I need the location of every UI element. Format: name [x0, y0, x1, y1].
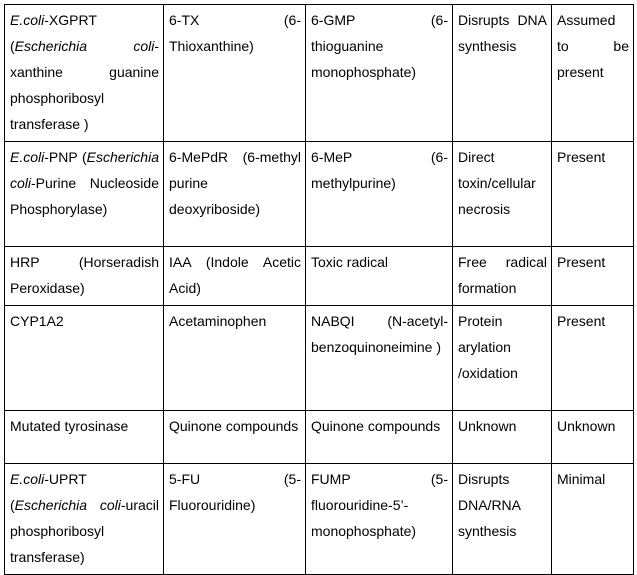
enzyme-organism: E.coli: [10, 149, 45, 165]
enzyme-abbreviation: -PNP: [44, 149, 78, 165]
enzyme-species: Escherichia coli: [14, 497, 121, 513]
mechanism-cell: Protein arylation /oxidation: [453, 306, 552, 411]
toxic-metabolite-cell: Toxic radical: [306, 247, 453, 306]
bystander-effect-cell: Unknown: [552, 411, 634, 464]
enzyme-open-paren: (: [10, 38, 15, 54]
toxic-metabolite-cell: NABQI (N-acetyl-benzoquinoneimine ): [306, 306, 453, 411]
prodrug-cell: IAA (Indole Acetic Acid): [164, 247, 306, 306]
prodrug-cell: 6-TX (6-Thioxanthine): [164, 5, 306, 142]
table-row: [5, 306, 634, 411]
mechanism-cell: Unknown: [453, 411, 552, 464]
enzyme-prodrug-table: [4, 4, 634, 575]
enzyme-species: Escherichia coli: [14, 38, 155, 54]
table-row: [5, 247, 634, 306]
bystander-effect-cell: Present: [552, 142, 634, 247]
table-row: [5, 142, 634, 247]
mechanism-cell: Free radical formation: [453, 247, 552, 306]
prodrug-cell: 6-MePdR (6-methyl purine deoxyriboside): [164, 142, 306, 247]
bystander-effect-cell: Present: [552, 306, 634, 411]
toxic-metabolite-cell: 6-MeP (6-methylpurine): [306, 142, 453, 247]
enzyme-full-name: -xanthine guanine phosphoribosyl transferase ): [10, 38, 159, 132]
prodrug-cell: Quinone compounds: [164, 411, 306, 464]
enzyme-cell: [5, 464, 164, 575]
enzyme-cell: Mutated tyrosinase: [5, 411, 164, 464]
mechanism-cell: Disrupts DNA synthesis: [453, 5, 552, 142]
enzyme-full-name: -uracil phosphoribosyl transferase): [10, 497, 159, 565]
enzyme-organism: E.coli: [10, 12, 45, 28]
enzyme-open-paren: (: [10, 497, 15, 513]
prodrug-cell: Acetaminophen: [164, 306, 306, 411]
enzyme-cell: CYP1A2: [5, 306, 164, 411]
enzyme-species: Escherichia coli: [10, 149, 159, 191]
toxic-metabolite-cell: Quinone compounds: [306, 411, 453, 464]
bystander-effect-cell: Present: [552, 247, 634, 306]
enzyme-cell: [5, 5, 164, 142]
enzyme-open-paren: (: [81, 149, 87, 165]
enzyme-cell: [5, 142, 164, 247]
enzyme-organism: E.coli: [10, 471, 45, 487]
bystander-effect-cell: Assumed to be present: [552, 5, 634, 142]
toxic-metabolite-cell: 6-GMP (6-thioguanine monophosphate): [306, 5, 453, 142]
enzyme-full-name: -Purine Nucleoside Phosphorylase): [10, 175, 159, 217]
table-row: [5, 411, 634, 464]
enzyme-cell: HRP (Horseradish Peroxidase): [5, 247, 164, 306]
bystander-effect-cell: Minimal: [552, 464, 634, 575]
prodrug-cell: 5-FU (5-Fluorouridine): [164, 464, 306, 575]
mechanism-cell: Direct toxin/cellular necrosis: [453, 142, 552, 247]
enzyme-abbreviation: -UPRT: [44, 471, 87, 487]
table-row: [5, 5, 634, 142]
enzyme-abbreviation: -XGPRT: [44, 12, 97, 28]
table-row: [5, 464, 634, 575]
toxic-metabolite-cell: FUMP (5-fluorouridine-5’-monophosphate): [306, 464, 453, 575]
mechanism-cell: Disrupts DNA/RNA synthesis: [453, 464, 552, 575]
